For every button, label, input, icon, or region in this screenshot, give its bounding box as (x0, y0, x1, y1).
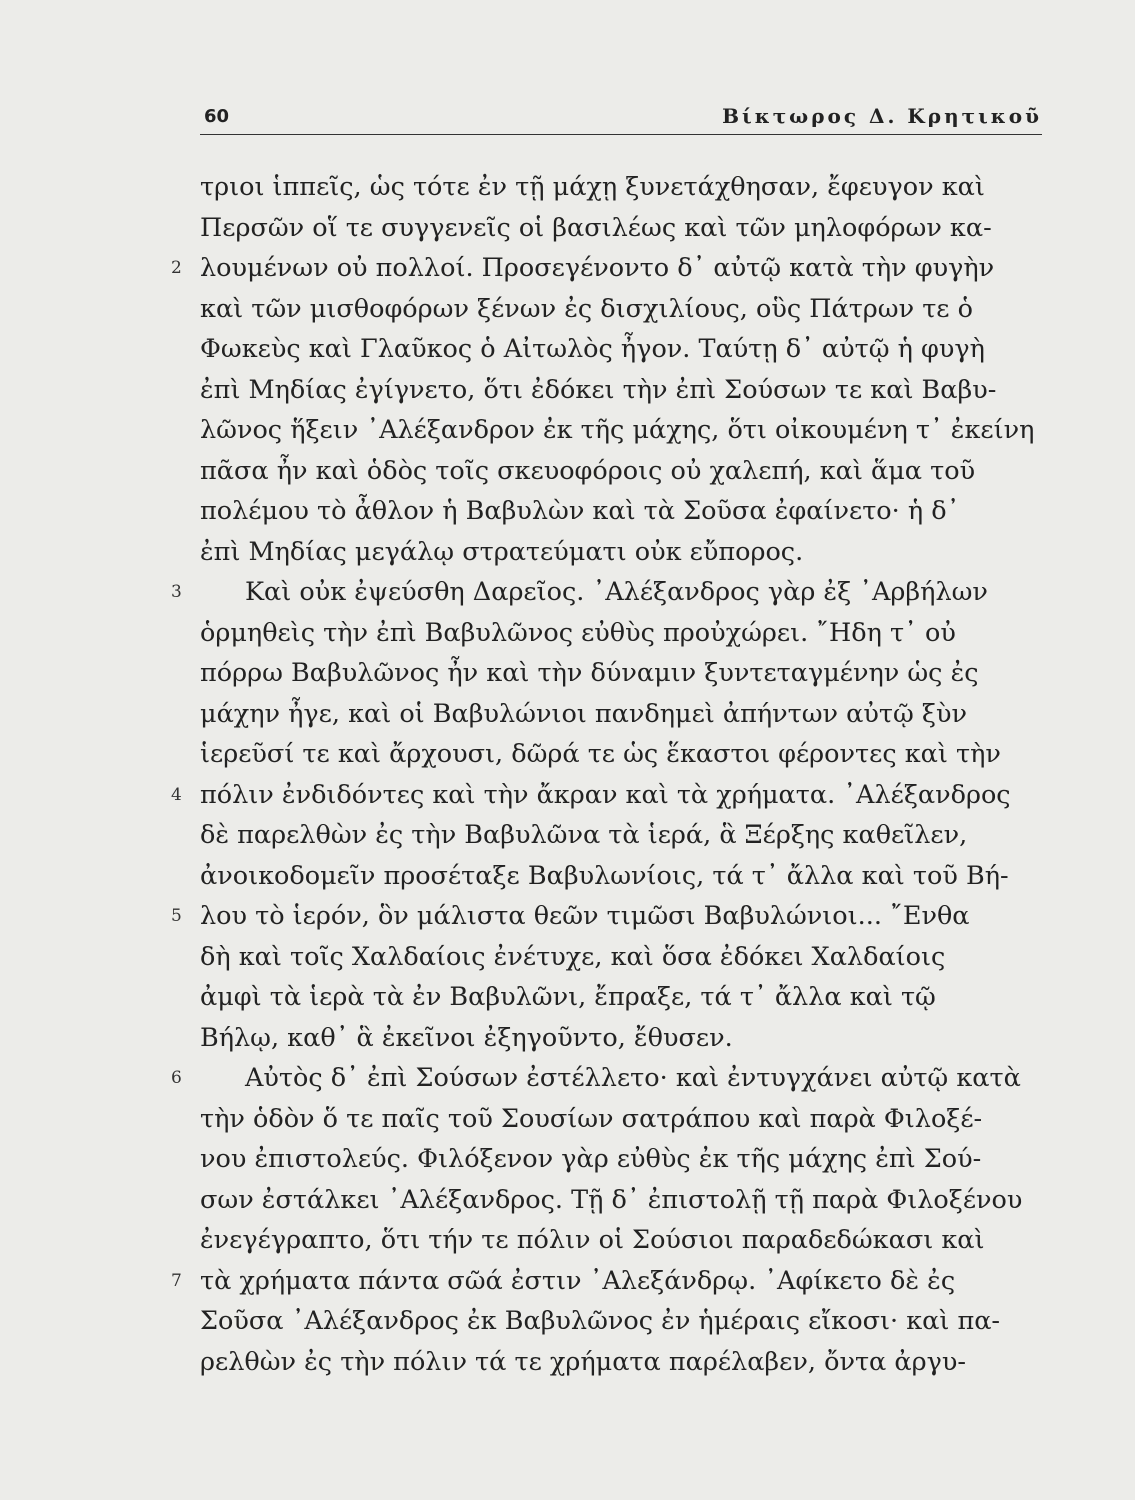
text-line: σων ἐστάλκει ᾿Αλέξανδρος. Τῇ δ᾿ ἐπιστολῇ τῇ παρὰ Φιλοξένου (200, 1184, 1023, 1215)
text-line: ρελθὼν ἐς τὴν πόλιν τά τε χρήματα παρέλαβεν, ὄντα ἀργυ- (200, 1346, 966, 1377)
text-line: Περσῶν οἵ τε συγγενεῖς οἱ βασιλέως καὶ τῶν μηλοφόρων κα- (200, 212, 992, 243)
margin-section-number: 4 (171, 784, 182, 805)
text-line: Βήλῳ, καθ᾿ ἃ ἐκεῖνοι ἐξηγοῦντο, ἔθυσεν. (200, 1022, 733, 1053)
text-line: δὴ καὶ τοῖς Χαλδαίοις ἐνέτυχε, καὶ ὅσα ἐδόκει Χαλδαίοις (200, 941, 946, 972)
text-line: ἀμφὶ τὰ ἱερὰ τὰ ἐν Βαβυλῶνι, ἔπραξε, τά τ᾿ ἄλλα καὶ τῷ (200, 982, 936, 1012)
text-line: νου ἐπιστολεύς. Φιλόξενον γὰρ εὐθὺς ἐκ τῆς μάχης ἐπὶ Σού- (200, 1144, 982, 1174)
text-line: δὲ παρελθὼν ἐς τὴν Βαβυλῶνα τὰ ἱερά, ἃ Ξέρξης καθεῖλεν, (200, 820, 968, 850)
page-number: 60 (204, 106, 230, 127)
text-line: λῶνος ἥξειν ᾿Αλέξανδρον ἐκ τῆς μάχης, ὅτι οἰκουμένη τ᾿ ἐκείνη (200, 415, 1035, 445)
text-line: πολέμου τὸ ἆθλον ἡ Βαβυλὼν καὶ τὰ Σοῦσα ἐφαίνετο· ἡ δ᾿ (200, 496, 960, 526)
margin-section-number: 7 (171, 1270, 182, 1291)
text-line: Αὐτὸς δ᾿ ἐπὶ Σούσων ἐστέλλετο· καὶ ἐντυγχάνει αὐτῷ κατὰ (245, 1063, 1021, 1093)
margin-section-number: 6 (171, 1068, 182, 1088)
text-line: πόλιν ἐνδιδόντες καὶ τὴν ἄκραν καὶ τὰ χρήματα. ᾿Αλέξανδρος (200, 779, 1011, 810)
text-line: πᾶσα ἦν καὶ ὁδὸς τοῖς σκευοφόροις οὐ χαλεπή, καὶ ἅμα τοῦ (200, 455, 976, 486)
text-line: ἐνεγέγραπτο, ὅτι τήν τε πόλιν οἱ Σούσιοι παραδεδώκασι καὶ (200, 1225, 985, 1255)
text-line: καὶ τῶν μισθοφόρων ξένων ἐς δισχιλίους, οὓς Πάτρων τε ὁ (200, 293, 973, 324)
text-line: ὁρμηθεὶς τὴν ἐπὶ Βαβυλῶνος εὐθὺς προὐχώρει. ῎Ηδη τ᾿ οὐ (200, 617, 956, 648)
text-line: ἱερεῦσί τε καὶ ἄρχουσι, δῶρά τε ὡς ἕκαστοι φέροντες καὶ τὴν (200, 739, 1001, 769)
text-line: Φωκεὺς καὶ Γλαῦκος ὁ Αἰτωλὸς ἦγον. Ταύτῃ δ᾿ αὐτῷ ἡ φυγὴ (200, 334, 985, 364)
text-line: πόρρω Βαβυλῶνος ἦν καὶ τὴν δύναμιν ξυντεταγμένην ὡς ἐς (200, 658, 979, 688)
text-line: τριοι ἱππεῖς, ὡς τότε ἐν τῇ μάχῃ ξυνετάχθησαν, ἔφευγον καὶ (200, 172, 985, 202)
text-line: Σοῦσα ᾿Αλέξανδρος ἐκ Βαβυλῶνος ἐν ἡμέραις εἴκοσι· καὶ πα- (200, 1306, 1001, 1336)
text-line: Καὶ οὐκ ἐψεύσθη Δαρεῖος. ᾿Αλέξανδρος γὰρ ἐξ ᾿Αρβήλων (245, 577, 988, 607)
running-head: Βίκτωρος Δ. Κρητικοῦ (722, 104, 1042, 128)
text-line: ἐπὶ Μηδίας μεγάλῳ στρατεύματι οὐκ εὔπορος. (200, 536, 804, 567)
margin-section-number: 2 (171, 258, 182, 278)
text-line: τὰ χρήματα πάντα σῶά ἐστιν ᾿Αλεξάνδρῳ. ᾿Αφίκετο δὲ ἐς (200, 1265, 956, 1296)
text-line: μάχην ἦγε, καὶ οἱ Βαβυλώνιοι πανδημεὶ ἀπήντων αὐτῷ ξὺν (200, 698, 967, 729)
text-line: ἀνοικοδομεῖν προσέταξε Βαβυλωνίοις, τά τ᾿ ἄλλα καὶ τοῦ Βή- (200, 860, 1009, 891)
page-header (200, 100, 1042, 135)
text-line: τὴν ὁδὸν ὅ τε παῖς τοῦ Σουσίων σατράπου καὶ παρὰ Φιλοξέ- (200, 1103, 983, 1134)
text-line: λου τὸ ἱερόν, ὃν μάλιστα θεῶν τιμῶσι Βαβυλώνιοι... ῎Ενθα (200, 901, 970, 931)
text-line: ἐπὶ Μηδίας ἐγίγνετο, ὅτι ἐδόκει τὴν ἐπὶ Σούσων τε καὶ Βαβυ- (200, 374, 997, 405)
margin-section-number: 3 (171, 582, 182, 602)
margin-section-number: 5 (171, 906, 182, 926)
text-line: λουμένων οὐ πολλοί. Προσεγένοντο δ᾿ αὐτῷ κατὰ τὴν φυγὴν (200, 253, 995, 283)
